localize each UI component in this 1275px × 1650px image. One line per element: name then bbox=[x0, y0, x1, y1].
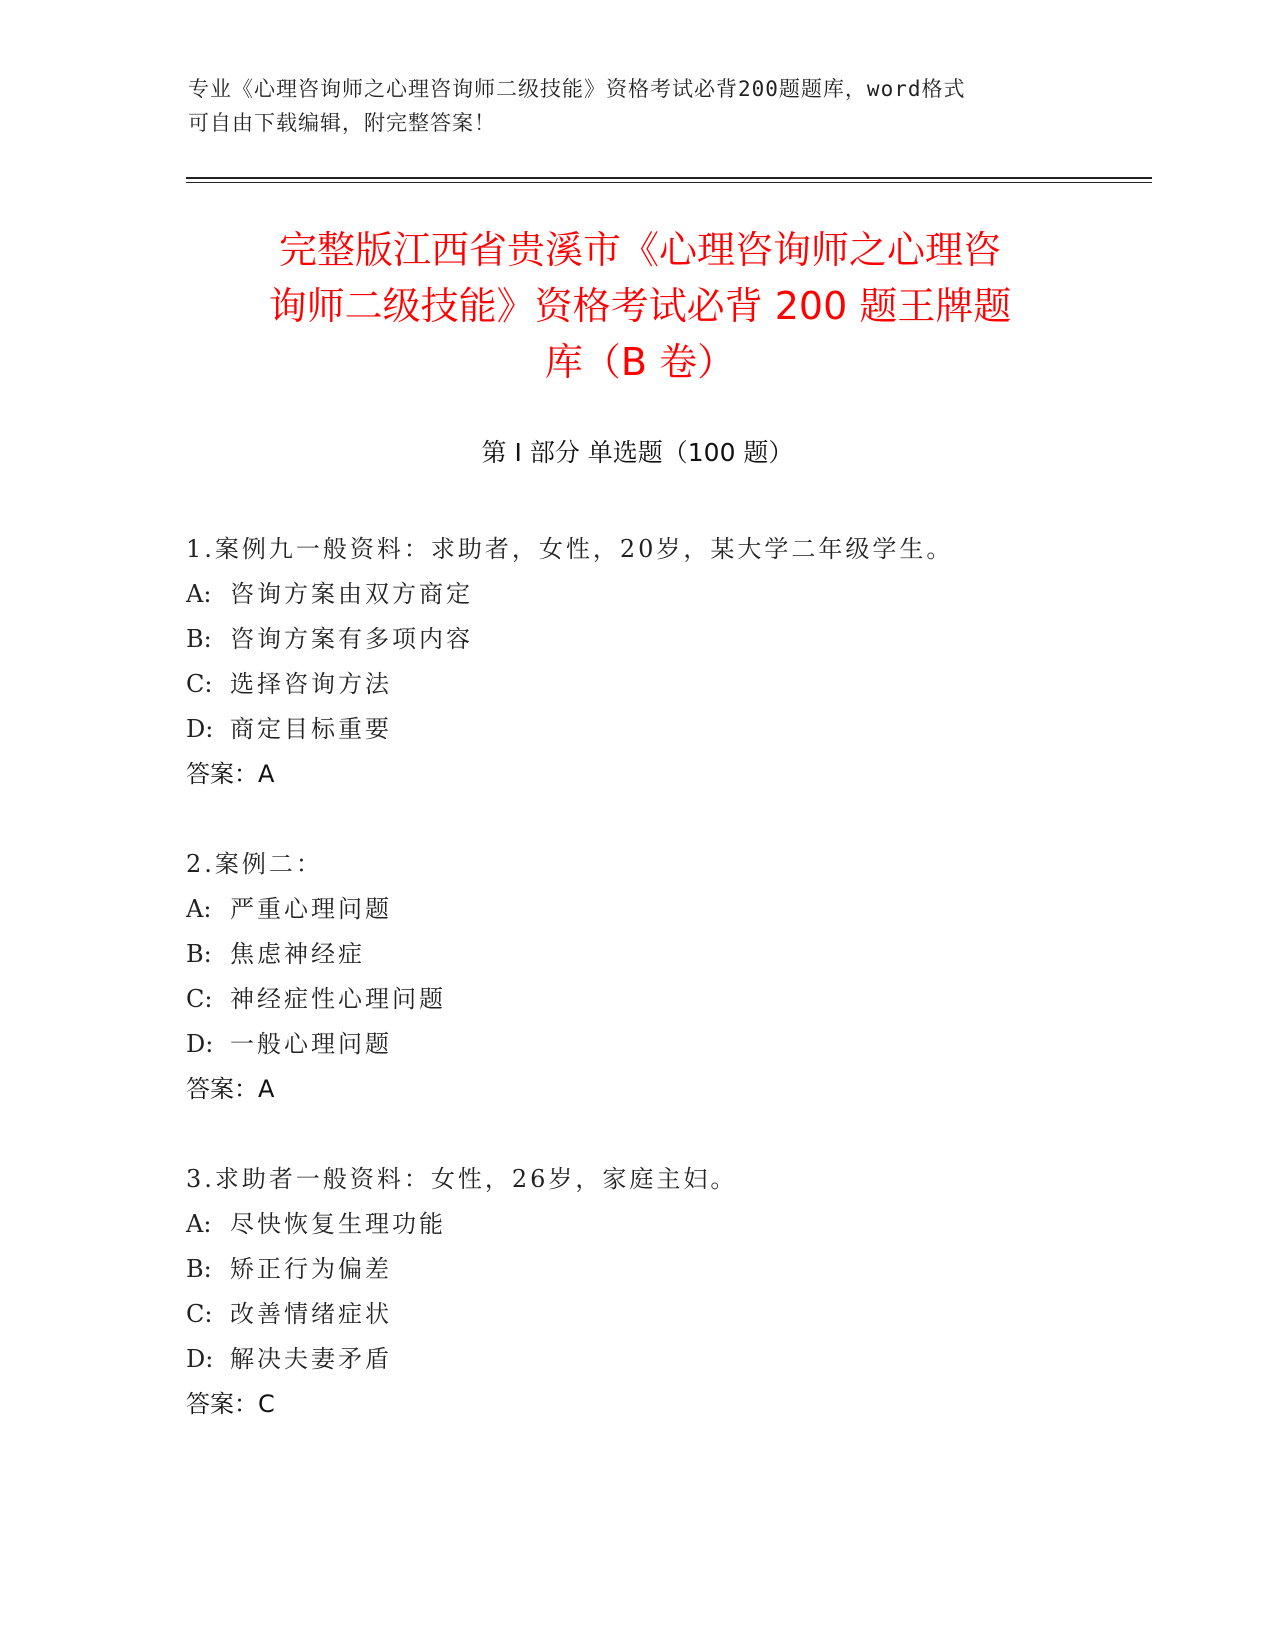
option-a bbox=[186, 887, 1146, 932]
option-letter: C: bbox=[186, 1300, 213, 1328]
document-title-line-1: 完整版江西省贵溪市《心理咨询师之心理咨 bbox=[278, 228, 1001, 272]
option-b bbox=[186, 617, 1146, 662]
document-title-line-2: 询师二级技能》资格考试必背 200 题王牌题 bbox=[268, 284, 1012, 328]
document-title-line-3: 库（B 卷） bbox=[544, 340, 736, 384]
question-list bbox=[186, 527, 1146, 1472]
option-letter: B: bbox=[186, 940, 212, 968]
option-letter: A: bbox=[186, 580, 212, 608]
header-note-line-2: 可自由下载编辑，附完整答案！ bbox=[188, 111, 496, 135]
answer-value: A bbox=[258, 760, 275, 788]
option-text: 焦虑神经症 bbox=[230, 940, 365, 968]
header-note bbox=[188, 72, 1068, 140]
section-title: 第 I 部分 单选题（100 题） bbox=[481, 438, 794, 467]
option-d bbox=[186, 1022, 1146, 1067]
option-c bbox=[186, 662, 1146, 707]
answer bbox=[186, 752, 1146, 797]
option-b bbox=[186, 932, 1146, 977]
option-letter: D: bbox=[186, 715, 214, 743]
document-title bbox=[160, 222, 1120, 390]
option-text: 矫正行为偏差 bbox=[230, 1255, 392, 1283]
answer-prefix: 答案： bbox=[186, 1075, 258, 1103]
option-text: 咨询方案有多项内容 bbox=[230, 625, 473, 653]
header-divider-thin bbox=[186, 182, 1152, 183]
answer-value: C bbox=[258, 1390, 275, 1418]
option-c bbox=[186, 977, 1146, 1022]
option-text: 改善情绪症状 bbox=[230, 1300, 392, 1328]
option-letter: A: bbox=[186, 1210, 212, 1238]
answer bbox=[186, 1382, 1146, 1427]
question-stem: 3.求助者一般资料：女性，26岁，家庭主妇。 bbox=[186, 1165, 738, 1193]
question-3 bbox=[186, 1157, 1146, 1427]
answer-prefix: 答案： bbox=[186, 760, 258, 788]
option-b bbox=[186, 1247, 1146, 1292]
option-a bbox=[186, 1202, 1146, 1247]
option-letter: C: bbox=[186, 670, 213, 698]
option-text: 严重心理问题 bbox=[230, 895, 392, 923]
answer-prefix: 答案： bbox=[186, 1390, 258, 1418]
option-letter: B: bbox=[186, 625, 212, 653]
option-letter: D: bbox=[186, 1345, 214, 1373]
option-text: 尽快恢复生理功能 bbox=[230, 1210, 446, 1238]
answer-value: A bbox=[258, 1075, 275, 1103]
header-divider-thick bbox=[186, 177, 1152, 179]
option-letter: B: bbox=[186, 1255, 212, 1283]
question-stem: 1.案例九一般资料：求助者，女性，20岁，某大学二年级学生。 bbox=[186, 535, 954, 563]
option-text: 咨询方案由双方商定 bbox=[230, 580, 473, 608]
option-text: 解决夫妻矛盾 bbox=[230, 1345, 392, 1373]
option-text: 商定目标重要 bbox=[230, 715, 392, 743]
option-letter: D: bbox=[186, 1030, 214, 1058]
question-stem: 2.案例二： bbox=[186, 850, 323, 878]
option-text: 选择咨询方法 bbox=[230, 670, 392, 698]
option-d bbox=[186, 707, 1146, 752]
option-d bbox=[186, 1337, 1146, 1382]
question-2 bbox=[186, 842, 1146, 1112]
option-text: 神经症性心理问题 bbox=[230, 985, 446, 1013]
option-text: 一般心理问题 bbox=[230, 1030, 392, 1058]
option-a bbox=[186, 572, 1146, 617]
option-letter: A: bbox=[186, 895, 212, 923]
question-1 bbox=[186, 527, 1146, 797]
option-c bbox=[186, 1292, 1146, 1337]
answer bbox=[186, 1067, 1146, 1112]
header-note-line-1: 专业《心理咨询师之心理咨询师二级技能》资格考试必背200题题库，word格式 bbox=[188, 77, 966, 101]
option-letter: C: bbox=[186, 985, 213, 1013]
